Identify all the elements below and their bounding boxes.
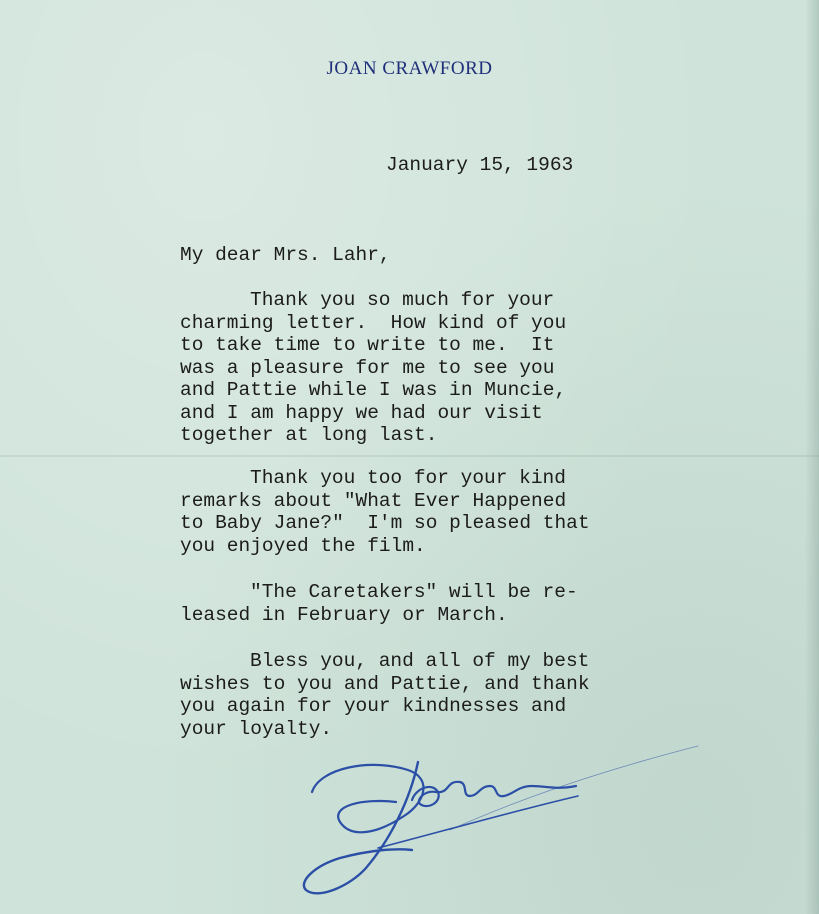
body-line: wishes to you and Pattie, and thank [180, 672, 590, 695]
body-line: and Pattie while I was in Muncie, [180, 379, 567, 401]
body-line: charming letter. How kind of you [180, 311, 567, 334]
paragraph-2 [180, 467, 680, 557]
fold-crease [0, 455, 819, 457]
paper-edge-shadow [805, 0, 819, 914]
body-line: leased in February or March. [180, 603, 508, 626]
body-line: together at long last. [180, 424, 438, 446]
body-line: your loyalty. [180, 717, 333, 740]
paragraph-4 [180, 650, 680, 740]
body-line: "The Caretakers" will be re- [250, 581, 578, 603]
paragraph-3 [180, 581, 680, 626]
body-line: Thank you so much for your [250, 289, 555, 311]
body-line: remarks about "What Ever Happened [180, 489, 567, 512]
letter-date: January 15, 1963 [386, 154, 574, 176]
body-line: you again for your kindnesses and [180, 695, 567, 717]
body-line: to take time to write to me. It [180, 334, 555, 356]
body-line: you enjoyed the film. [180, 534, 426, 557]
letterhead: JOAN CRAWFORD [326, 58, 493, 79]
salutation: My dear Mrs. Lahr, [180, 244, 391, 266]
body-line: Thank you too for your kind [250, 467, 566, 489]
body-line: was a pleasure for me to see you [180, 356, 555, 379]
body-line: Bless you, and all of my best [250, 650, 590, 672]
paragraph-1 [180, 289, 680, 447]
handwritten-signature [300, 740, 700, 910]
body-line: and I am happy we had our visit [180, 401, 543, 424]
body-line: to Baby Jane?" I'm so pleased that [180, 512, 590, 534]
